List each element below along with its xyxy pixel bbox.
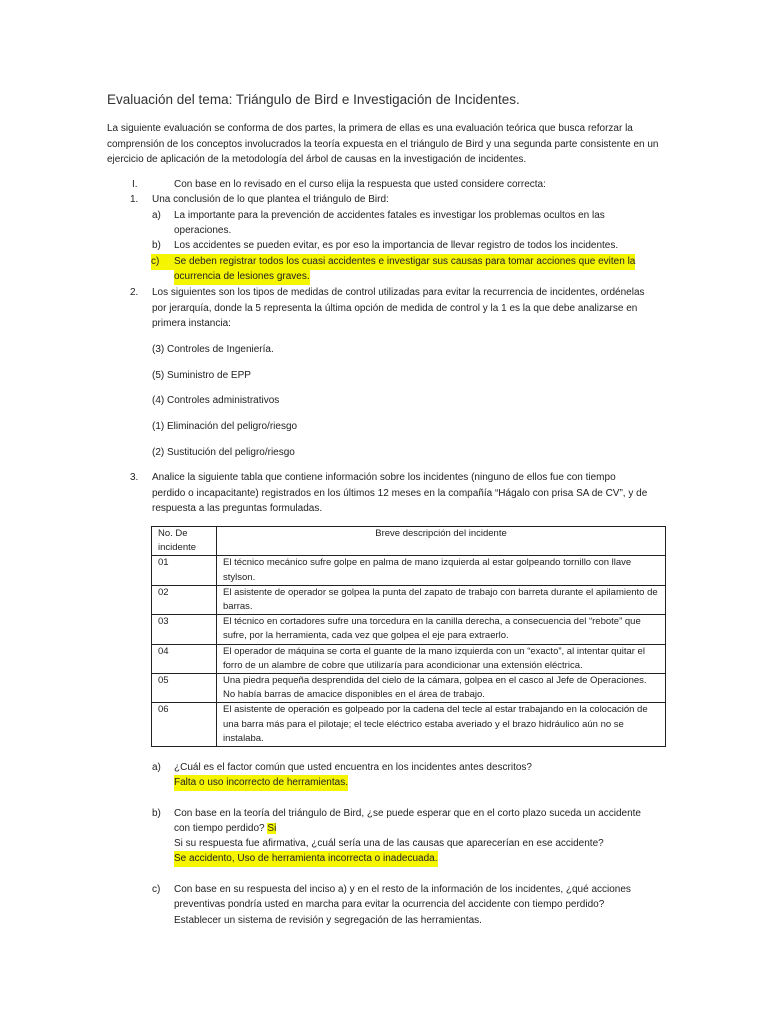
incident-description: El asistente de operación es golpeado por la cadena del tecle al estar trabajando en la colocación de una barra más para el pilotaje; el tecle eléctrico estaba averiado y el brazo hidráulico aún no se instalaba.: [217, 703, 666, 747]
table-row: [152, 556, 666, 585]
table-row: [152, 644, 666, 673]
subquestion-text: ¿Cuál es el factor común que usted encuentra en los incidentes antes descritos?: [174, 762, 532, 773]
incident-description: El asistente de operador se golpea la punta del zapato de trabajo con barreta durante el apilamiento de barras.: [217, 585, 666, 614]
table-row: [152, 674, 666, 703]
intro-paragraph: La siguiente evaluación se conforma de dos partes, la primera de ellas es una evaluación teórica que busca reforzar la comprensión de los conceptos involucrados la teoría expuesta en el triángulo de Bird y una segunda parte consistente en un ejercicio de aplicación de la metodología del árbol de causas en la investigación de incidentes.: [107, 123, 659, 166]
option-text: operaciones.: [174, 225, 232, 236]
incidents-table: [151, 526, 666, 747]
subquestion-letter: c): [152, 884, 161, 895]
incident-number: 01: [152, 556, 217, 585]
question-text: perdido o incapacitante) registrados en los últimos 12 meses en la compañía “Hágalo con prisa SA de CV”, y de: [152, 488, 648, 499]
column-header-incident-number: No. De incidente: [152, 527, 217, 556]
section-number: I.: [132, 179, 138, 190]
option-letter: b): [152, 240, 161, 251]
question-number: 3.: [130, 472, 139, 483]
question-text: Una conclusión de lo que plantea el triángulo de Bird:: [152, 194, 389, 205]
option-text-highlighted: ocurrencia de lesiones graves.: [174, 269, 310, 285]
question-text: primera instancia:: [152, 318, 231, 329]
control-item: (2) Sustitución del peligro/riesgo: [152, 447, 295, 458]
option-letter: a): [152, 210, 161, 221]
question-text: Analice la siguiente tabla que contiene información sobre los incidentes (ninguno de ellos fue con tiempo: [152, 472, 616, 483]
incident-number: 02: [152, 585, 217, 614]
subquestion-text: preventivas pondría usted en marcha para evitar la ocurrencia del accidente con tiempo perdido?: [174, 899, 605, 910]
table-header-row: [152, 527, 666, 556]
option-text: La importante para la prevención de accidentes fatales es investigar los problemas ocultos en las: [174, 210, 605, 221]
incident-number: 06: [152, 703, 217, 747]
option-letter-highlighted: c): [151, 254, 166, 270]
answer-text: Establecer un sistema de revisión y segregación de las herramientas.: [174, 915, 482, 926]
incident-number: 05: [152, 674, 217, 703]
subquestion-text: con tiempo perdido?: [174, 823, 265, 834]
document-title: Evaluación del tema: Triángulo de Bird e Investigación de Incidentes.: [107, 92, 520, 107]
question-number: 1.: [130, 194, 139, 205]
table-row: [152, 615, 666, 644]
question-text: respuesta a las preguntas formuladas.: [152, 503, 323, 514]
table-row: [152, 703, 666, 747]
question-text: por jerarquía, donde la 5 representa la última opción de medida de control y la 1 es la que debe analizarse en: [152, 303, 638, 314]
answer-highlighted: Si: [267, 823, 277, 834]
section-instruction: Con base en lo revisado en el curso elija la respuesta que usted considere correcta:: [174, 179, 546, 190]
incident-description: El operador de máquina se corta el guante de la mano izquierda con un “exacto”, al intentar quitar el forro de un alambre de cobre que utilizaría para acondicionar una extensión eléctrica.: [217, 644, 666, 673]
control-item: (3) Controles de Ingeniería.: [152, 344, 274, 355]
incident-number: 04: [152, 644, 217, 673]
subquestion-letter: a): [152, 762, 161, 773]
subquestion-line: [174, 821, 276, 837]
question-number: 2.: [130, 287, 139, 298]
column-header-description: Breve descripción del incidente: [217, 527, 666, 556]
control-item: (4) Controles administrativos: [152, 395, 280, 406]
question-text: Los siguientes son los tipos de medidas de control utilizadas para evitar la recurrencia de incidentes, ordénelas: [152, 287, 645, 298]
answer-highlighted: Se accidento, Uso de herramienta incorrecta o inadecuada.: [174, 851, 438, 867]
subquestion-text: Con base en la teoría del triángulo de Bird, ¿se puede esperar que en el corto plazo suceda un accidente: [174, 808, 641, 819]
incident-description: El técnico en cortadores sufre una torcedura en la canilla derecha, a consecuencia del “rebote” que sufre, por la herramienta, cada vez que golpea el eje para extraerlo.: [217, 615, 666, 644]
incident-description: Una piedra pequeña desprendida del cielo de la cámara, golpea en el casco al Jefe de Operaciones. No había barras de amacice disponibles en el área de trabajo.: [217, 674, 666, 703]
answer-highlighted: Falta o uso incorrecto de herramientas.: [174, 775, 348, 791]
option-text-highlighted: Se deben registrar todos los cuasi accidentes e investigar sus causas para tomar acciones que eviten la: [166, 254, 635, 270]
incident-number: 03: [152, 615, 217, 644]
incident-description: El técnico mecánico sufre golpe en palma de mano izquierda al estar golpeando tornillo con llave stylson.: [217, 556, 666, 585]
table-row: [152, 585, 666, 614]
subquestion-text: Con base en su respuesta del inciso a) y en el resto de la información de los incidentes, ¿qué acciones: [174, 884, 631, 895]
option-text: Los accidentes se pueden evitar, es por eso la importancia de llevar registro de todos los incidentes.: [174, 240, 619, 251]
control-item: (5) Suministro de EPP: [152, 370, 251, 381]
subquestion-letter: b): [152, 808, 161, 819]
control-item: (1) Eliminación del peligro/riesgo: [152, 421, 298, 432]
subquestion-text: Si su respuesta fue afirmativa, ¿cuál sería una de las causas que aparecerían en ese accidente?: [174, 838, 604, 849]
